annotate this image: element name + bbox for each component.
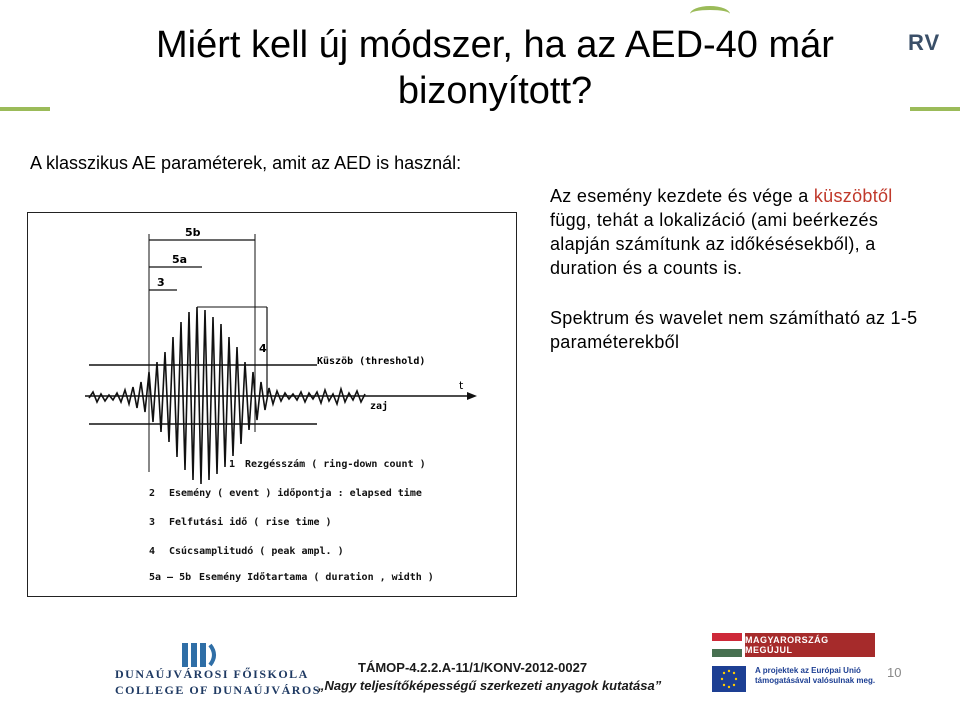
legend-3-text: Felfutási idő ( rise time ) (169, 517, 332, 528)
intro-text: A klasszikus AE paraméterek, amit az AED is használ: (30, 153, 462, 173)
project-title: „Nagy teljesítőképességű szerkezeti anyagok kutatása” (318, 678, 662, 693)
title-line-1: Miért kell új módszer, ha az AED-40 már (156, 24, 834, 66)
slide-title (70, 22, 920, 114)
hu-banner: MAGYARORSZÁG MEGÚJUL (745, 633, 875, 657)
legend-4-num: 4 (149, 546, 156, 557)
title-line-2: bizonyított? (397, 70, 593, 112)
school-emblem-icon (180, 640, 220, 670)
explanation-text (550, 184, 930, 354)
legend-4-text: Csúcsamplitudó ( peak ampl. ) (169, 546, 344, 557)
time-label: t (459, 379, 464, 392)
project-code: TÁMOP-4.2.2.A-11/1/KONV-2012-0027 (358, 660, 588, 675)
dim-4-label: 4 (259, 342, 267, 355)
footer (0, 630, 960, 705)
dim-3-label: 3 (157, 276, 165, 289)
dim-5b-label: 5b (185, 226, 201, 239)
corner-logo: RV (908, 30, 941, 55)
eu-flag-icon (712, 666, 746, 692)
accent-line-left (0, 107, 50, 111)
decorative-arc (690, 6, 730, 22)
dim-5a-label: 5a (172, 253, 188, 266)
ae-parameter-diagram (27, 212, 517, 597)
legend-5-text: Esemény Időtartama ( duration , width ) (199, 572, 434, 583)
p1-pre: Az esemény kezdete és vége a (550, 186, 809, 206)
page-number: 10 (887, 665, 902, 680)
p1-red-highlight: küszöbtől (813, 186, 893, 206)
paragraph-1 (550, 184, 930, 280)
threshold-label: Küszöb (threshold) (317, 356, 426, 367)
school-name-en: COLLEGE OF DUNAÚJVÁROS (115, 683, 321, 697)
school-name-hu: DUNAÚJVÁROSI FŐISKOLA (115, 667, 309, 681)
legend-1-num: 1 (229, 459, 236, 470)
legend-1-text: Rezgésszám ( ring-down count ) (245, 459, 426, 470)
legend-3-num: 3 (149, 517, 156, 528)
legend-2-num: 2 (149, 488, 156, 499)
noise-label: zaj (370, 401, 389, 412)
p1-post: függ, tehát a lokalizáció (ami beérkezés alapján számítunk az időkésésekből), a duration és a counts is. (550, 210, 879, 278)
figure-frame (27, 212, 517, 597)
legend-5-num: 5a – 5b (149, 572, 192, 583)
legend-2-text: Esemény ( event ) időpontja : elapsed time (169, 488, 422, 499)
paragraph-2: Spektrum és wavelet nem számítható az 1-5 paraméterekből (550, 308, 918, 352)
hungarian-flag-icon (712, 633, 742, 657)
eu-support-text: A projektek az Európai Unió támogatásával valósulnak meg. (755, 666, 876, 685)
